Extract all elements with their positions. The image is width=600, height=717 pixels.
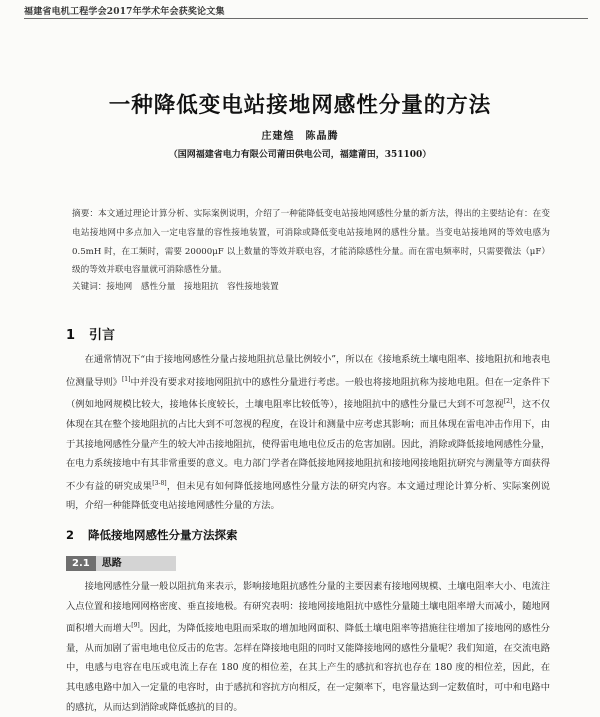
paper-title: 一种降低变电站接地网感性分量的方法 [108,93,492,118]
para-text: 接地网感性分量一般以阻抗角来表示，影响接地阻抗感性分量的主要因素有接地网规模、土壤电阻率大小、电流注入点位置和接地网网格密度、垂直接地极。有研究表明：接地网接地阻抗中感性分量随土壤电阻率增大而减小，随地网面积增大而增大 [66,581,550,635]
abstract [72,205,550,280]
keywords-label: 关键词： [72,282,107,292]
intro-paragraph [66,350,550,522]
section-2-title: 降低接地网感性分量方法探索 [88,528,238,542]
keywords [72,281,550,293]
para-text: 中并没有要求对接地网阻抗中的感性分量进行考虑。一般也将接地阻抗称为接地电阻。但在一定条件下（例如地网规模比较大，接地体长度较长，土壤电阻率比较低等），接地阻抗中的感性分量已大到不可忽视 [66,376,550,411]
section-2-number: 2 [66,528,75,542]
para-text: ，但未见有如何降低接地网感性分量方法的研究内容。本文通过理论计算分析、实际案例说明，介绍一种能降低变电站接地网感性分量的方法。 [66,480,550,512]
authors: 庄建煌 陈晶腾 [261,131,339,142]
citation: [3-8] [152,479,167,487]
abstract-text: 本文通过理论计算分析、实际案例说明，介绍了一种能降低变电站接地网感性分量的新方法，得出的主要结论有：在变电站接地网中多点加入一定电容量的容性接地装置，可消除或降低变电站接地网的感性分量。当变电站接地网的等效电感为 0.5mH 时，在工频时，需要 20000μF 以上数量的等效并联电容，才能消除感性分量。而在雷电频率时，只需要微法（μF）级的等效并联电容量就可消除感性分量。 [72,209,550,276]
para-text: ，这不仅体现在其在整个接地阻抗的占比大到不可忽视的程度，在设计和测量中应考虑其影响；而且体现在雷电冲击作用下，由于其接地网感性分量产生的较大冲击接地阻抗，使得雷电地电位反击的危害加剧。因此，消除或降低接地网感性分量，在电力系统接地中有其非常重要的意义。电力部门学者在降低接地网接地阻抗和接地网接地阻抗研究与测量等方面获得不少有益的研究成果 [66,399,550,492]
para-text: 。因此，为降低接地电阻而采取的增加地网面积、降低土壤电阻率等措施往往增加了接地网的感性分量，从而加剧了雷电地电位反击的危害。怎样在降接地电阻的同时又能降接地网的感性分量呢？我们知道，在交流电路中，电感与电容在电压或电流上存在 180 度的相位差，在其上产生的感抗和容抗也存在 180 度的相位差，因此，在其电感电路中加入一定量的电容时，由于感抗和容抗方向相反，在一定频率下，电容量达到一定数值时，可中和电路中的感抗，从而达到消除或降低感抗的目的。 [66,623,550,713]
section-2-heading [66,527,238,543]
subsection-2-1-number: 2.1 [66,556,96,571]
keyword-item: 容性接地装置 [227,282,279,292]
running-header: 福建省电机工程学会2017年学术年会获奖论文集 [24,7,225,17]
abstract-label: 摘要： [72,209,99,219]
subsection-2-1-title: 思路 [96,556,176,571]
subsection-2-1-heading [66,556,176,571]
keyword-item: 感性分量 [140,282,176,292]
header-rule [24,18,588,19]
keyword-item: 接地阻抗 [184,282,219,292]
section-1-heading [66,324,115,343]
citation: [2] [503,398,513,406]
affiliation: （国网福建省电力有限公司莆田供电公司，福建莆田，351100） [168,150,432,160]
citation: [1] [121,375,131,383]
para-text: 在通常情况下“由于接地网感性分量占接地阻抗总量比例较小”，所以在《接地系统土壤电阻率、接地阻抗和地表电位测量导则》 [66,354,550,388]
section-1-title: 引言 [89,328,116,343]
keyword-item: 接地网 [106,282,133,292]
section-1-number: 1 [66,328,76,343]
approach-paragraph [66,577,550,717]
citation: [9] [131,622,140,630]
